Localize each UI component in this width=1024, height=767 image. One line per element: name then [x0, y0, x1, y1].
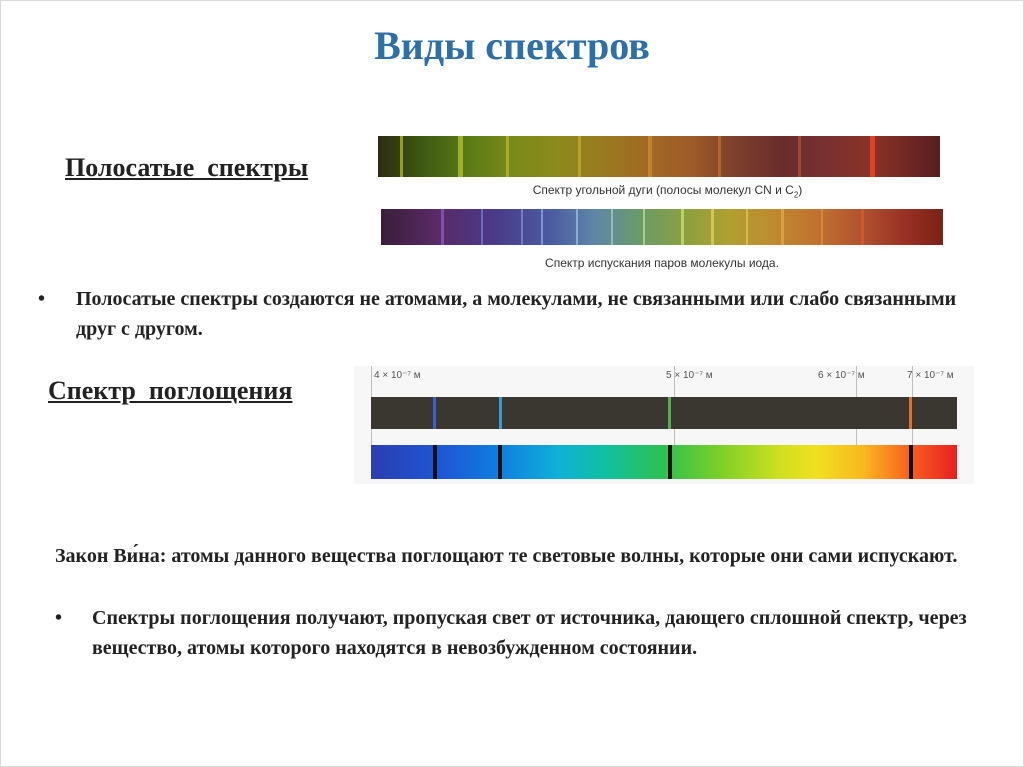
absorption-spectrum-heading: Спектр поглощения — [48, 376, 293, 405]
scale-label-5: 5 × 10⁻⁷ м — [666, 370, 713, 381]
absorption-line — [498, 445, 502, 479]
iodine-spectrum-image — [381, 209, 943, 245]
emission-line — [909, 397, 912, 429]
absorption-line — [909, 445, 913, 479]
absorption-lines-strip — [371, 445, 957, 479]
coal-arc-spectrum-image — [378, 136, 940, 177]
absorption-line — [433, 445, 437, 479]
emission-line — [668, 397, 671, 429]
bullet-marker: • — [38, 288, 46, 310]
wien-law-text: Закон Ви́на: атомы данного вещества поглощают те световые волны, которые они сами испускают. — [55, 545, 958, 567]
coal-arc-caption: Спектр угольной дуги (полосы молекул CN и $C_2$) — [395, 177, 940, 205]
scale-label-7: 7 × 10⁻⁷ м — [907, 370, 954, 381]
scale-label-4: 4 × 10⁻⁷ м — [374, 370, 421, 381]
emission-lines-strip — [371, 397, 957, 429]
band-spectra-bullet — [38, 284, 998, 344]
scale-label-6: 6 × 10⁻⁷ м — [818, 370, 865, 381]
emission-line — [499, 397, 502, 429]
bullet-text: Спектры поглощения получают, пропуская свет от источника, дающего сплошной спектр, через вещество, атомы которого находятся в невозбужденном состоянии. — [92, 607, 967, 659]
slide-title: Виды спектров — [374, 23, 650, 68]
absorption-spectrum-figure — [354, 366, 974, 484]
band-spectra-heading: Полосатые спектры — [65, 153, 309, 182]
absorption-bullet — [55, 603, 975, 663]
bullet-text: Полосатые спектры создаются не атомами, а молекулами, не связанными или слабо связанными друг с другом. — [76, 288, 957, 340]
emission-line — [433, 397, 436, 429]
bullet-marker: • — [55, 607, 63, 629]
absorption-line — [668, 445, 672, 479]
iodine-caption: Спектр испускания паров молекулы иода. — [545, 256, 779, 270]
